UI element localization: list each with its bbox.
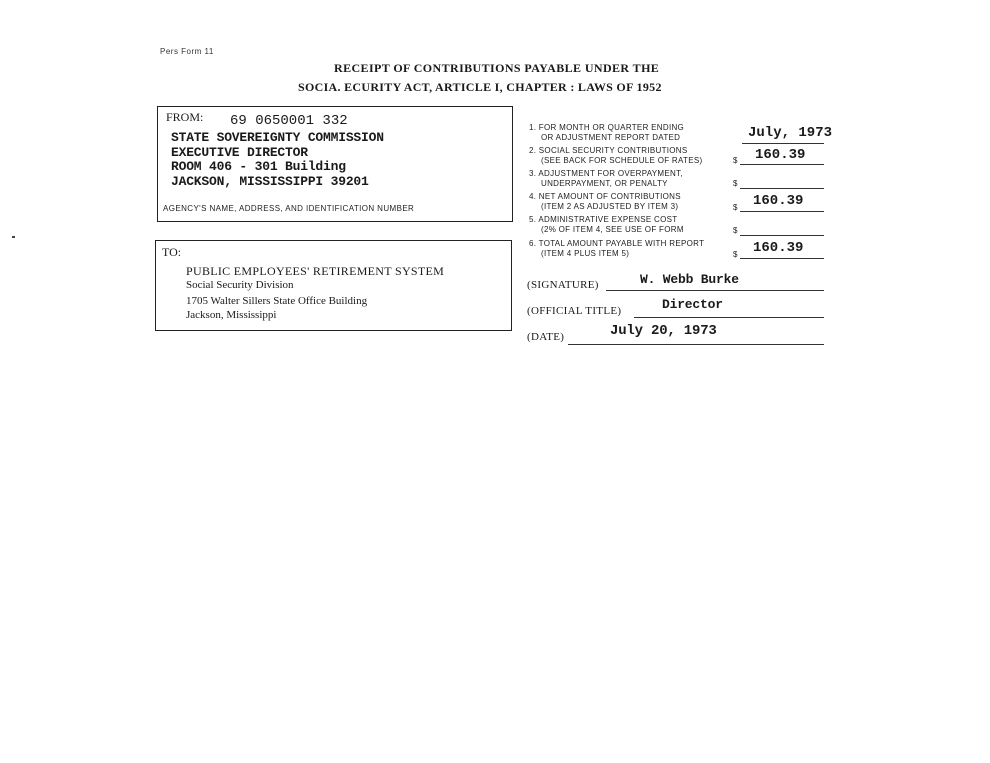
item-6-value: 160.39 [753, 240, 804, 256]
agency-address: ROOM 406 - 301 Building [171, 159, 346, 174]
recipient-city: Jackson, Mississippi [186, 309, 277, 321]
item-4-line [740, 211, 824, 212]
official-title-label: (OFFICIAL TITLE) [527, 305, 622, 317]
item-3-line [740, 188, 824, 189]
agency-city: JACKSON, MISSISSIPPI 39201 [171, 174, 369, 189]
form-title-line-2: SOCIA. ECURITY ACT, ARTICLE I, CHAPTER : LAWS OF 1952 [298, 80, 662, 94]
item-2-currency: $ [733, 156, 738, 165]
stray-mark [12, 236, 15, 238]
form-title-line-1: RECEIPT OF CONTRIBUTIONS PAYABLE UNDER THE [334, 61, 660, 75]
official-title-value: Director [662, 297, 723, 312]
from-label: FROM: [166, 110, 204, 124]
item-3-label: 3. ADJUSTMENT FOR OVERPAYMENT, UNDERPAYMENT, OR PENALTY [529, 169, 683, 188]
date-label: (DATE) [527, 331, 565, 343]
item-6-line [740, 258, 824, 259]
item-1-value: July, 1973 [748, 125, 833, 141]
item-4-currency: $ [733, 203, 738, 212]
item-1-label: 1. FOR MONTH OR QUARTER ENDING OR ADJUSTMENT REPORT DATED [529, 123, 685, 142]
agency-caption: AGENCY'S NAME, ADDRESS, AND IDENTIFICATION NUMBER [163, 204, 415, 213]
item-1-line [742, 143, 824, 144]
item-5-currency: $ [733, 226, 738, 235]
item-5-label: 5. ADMINISTRATIVE EXPENSE COST (2% OF ITEM 4, SEE USE OF FORM [529, 215, 684, 234]
item-4-label: 4. NET AMOUNT OF CONTRIBUTIONS (ITEM 2 AS ADJUSTED BY ITEM 3) [529, 192, 681, 211]
agency-name: STATE SOVEREIGNTY COMMISSION [171, 130, 384, 145]
signature-label: (SIGNATURE) [527, 279, 599, 291]
item-3-currency: $ [733, 179, 738, 188]
to-label: TO: [162, 245, 182, 259]
recipient-division: Social Security Division [186, 279, 294, 291]
date-value: July 20, 1973 [610, 323, 717, 339]
agency-id-number: 69 0650001 332 [230, 113, 348, 129]
item-6-currency: $ [733, 250, 738, 259]
item-4-value: 160.39 [753, 193, 804, 209]
agency-title: EXECUTIVE DIRECTOR [171, 145, 308, 160]
date-line [568, 344, 824, 345]
item-2-line [740, 164, 824, 165]
item-5-line [740, 235, 824, 236]
signature-value: W. Webb Burke [640, 272, 739, 287]
signature-line [606, 290, 824, 291]
item-6-label: 6. TOTAL AMOUNT PAYABLE WITH REPORT (ITEM 4 PLUS ITEM 5) [529, 239, 705, 258]
item-2-label: 2. SOCIAL SECURITY CONTRIBUTIONS (SEE BACK FOR SCHEDULE OF RATES) [529, 146, 703, 165]
official-title-line [634, 317, 824, 318]
recipient-name: PUBLIC EMPLOYEES' RETIREMENT SYSTEM [186, 264, 445, 278]
item-2-value: 160.39 [755, 147, 806, 163]
form-number: Pers Form 11 [160, 47, 214, 56]
recipient-address: 1705 Walter Sillers State Office Building [186, 295, 368, 307]
